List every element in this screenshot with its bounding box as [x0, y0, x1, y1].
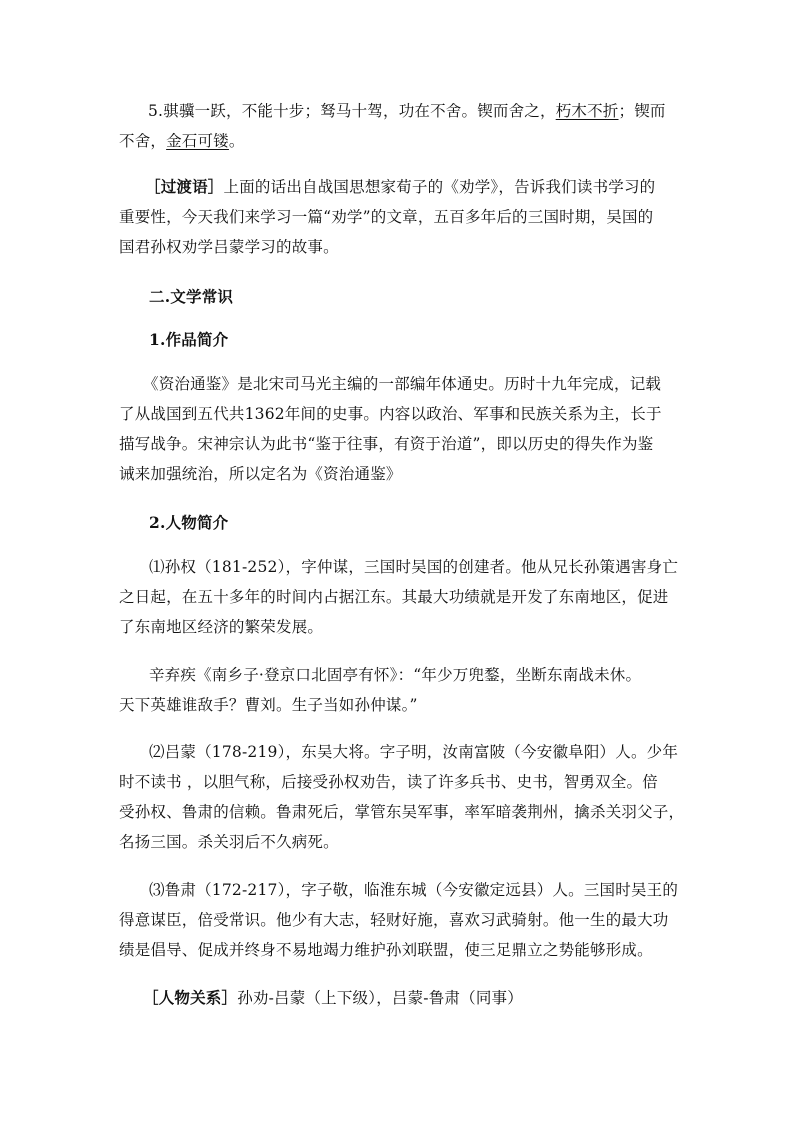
- works-line-2: 了从战国到五代共1362年间的史事。内容以政治、军事和民族关系为主，长于: [119, 405, 662, 423]
- relation-text: 孙劝-吕蒙（上下级），吕蒙-鲁肃（同事）: [237, 989, 523, 1007]
- quote-text: ；锲而: [618, 102, 666, 120]
- quote-line-1: [119, 96, 691, 126]
- lusu-paragraph: [119, 875, 691, 965]
- works-line-3: 描写战争。宋神宗认为此书“鉴于往事，有资于治道”，即以历史的得失作为鉴: [119, 435, 654, 453]
- quote-text: 5.骐骥一跃，不能十步；驽马十驾，功在不舍。锲而舍之，: [148, 102, 556, 120]
- transition-text: 上面的话出自战国思想家荀子的《劝学》，告诉我们读书学习的: [223, 178, 656, 196]
- lumeng-line-1: ⑵吕蒙（178-219），东吴大将。字子明，汝南富陂（今安徽阜阳）人。少年: [149, 743, 679, 761]
- relation-line: [119, 983, 715, 1013]
- subsection-heading-people: 2.人物简介: [149, 513, 229, 532]
- transition-line-1: [119, 172, 691, 202]
- relation-label: ［人物关系］: [143, 988, 238, 1007]
- works-line-1: 《资治通鉴》是北宋司马光主编的一部编年体通史。历时十九年完成，记载: [143, 375, 662, 393]
- poem-line-2: 天下英雄谁敌手？曹刘。生子当如孙仲谋。”: [119, 696, 418, 714]
- lumeng-line-2: 时不读书 ，以胆气称，后接受孙权劝告，读了许多兵书、史书，智勇双全。倍: [119, 773, 658, 791]
- xinqiji-poem-paragraph: [119, 660, 691, 720]
- subsection-heading-works: 1.作品简介: [149, 330, 229, 349]
- lumeng-paragraph: [119, 737, 691, 857]
- quote-text: 不舍，: [119, 132, 167, 150]
- underlined-phrase: 朽木不折: [555, 102, 619, 120]
- sunquan-line-1: ⑴孙权（181-252），字仲谋，三国时吴国的创建者。他从兄长孙策遇害身亡: [149, 558, 679, 576]
- lusu-line-3: 绩是倡导、促成并终身不易地竭力维护孙刘联盟，使三足鼎立之势能够形成。: [119, 941, 653, 959]
- underlined-phrase: 金石可镂: [166, 132, 229, 150]
- works-line-4: 诫来加强统治，所以定名为《资治通鉴》: [119, 465, 402, 483]
- transition-paragraph: [119, 172, 691, 262]
- transition-line-2: 重要性，今天我们来学习一篇“劝学”的文章，五百多年后的三国时期，吴国的: [119, 208, 654, 226]
- sunquan-paragraph: [119, 552, 691, 642]
- transition-line-3: 国君孙权劝学吕蒙学习的故事。: [119, 238, 339, 256]
- lumeng-line-3: 受孙权、鲁肃的信赖。鲁肃死后，掌管东吴军事，率军暗袭荆州，擒杀关羽父子，: [119, 803, 685, 821]
- section-heading: 二.文学常识: [149, 287, 234, 306]
- quote-line-2: [119, 126, 691, 156]
- transition-label: ［过渡语］: [145, 177, 224, 196]
- poem-line-1: 辛弃疾《南乡子·登京口北固亭有怀》：“年少万兜鍪，坐断东南战未休。: [149, 666, 642, 684]
- quote-text: 。: [228, 132, 245, 150]
- works-paragraph: [119, 369, 691, 489]
- lusu-line-2: 得意谋臣，倍受常识。他少有大志，轻财好施，喜欢习武骑射。他一生的最大功: [119, 911, 669, 929]
- lumeng-line-4: 名扬三国。杀关羽后不久病死。: [119, 833, 339, 851]
- lusu-line-1: ⑶鲁肃（172-217），字子敬，临淮东城（今安徽定远县）人。三国时吴王的: [149, 881, 679, 899]
- quote-paragraph-5: [119, 96, 691, 156]
- sunquan-line-2: 之日起，在五十多年的时间内占据江东。其最大功绩就是开发了东南地区，促进: [119, 588, 669, 606]
- sunquan-line-3: 了东南地区经济的繁荣发展。: [119, 618, 324, 636]
